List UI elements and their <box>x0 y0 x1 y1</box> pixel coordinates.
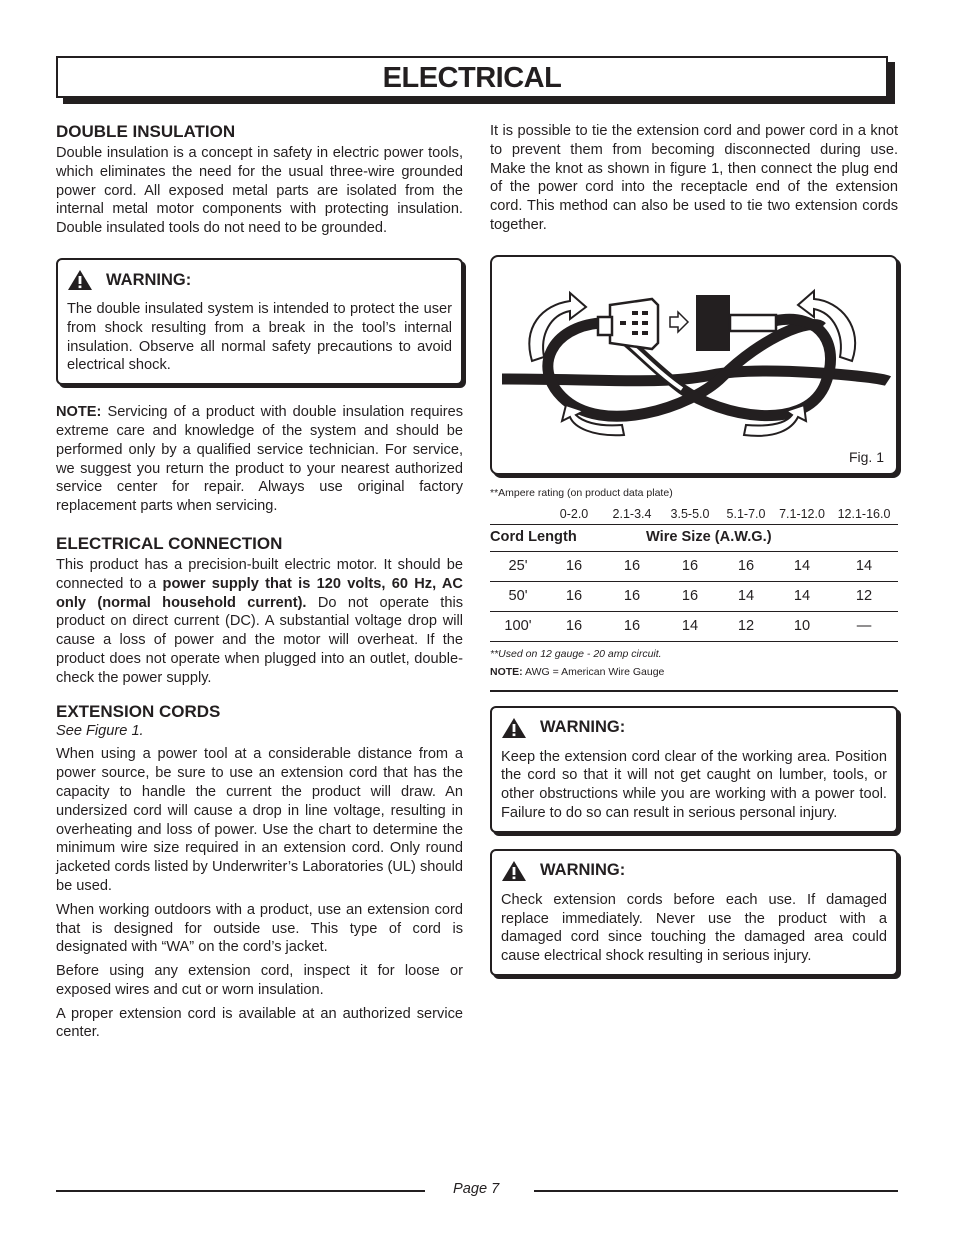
table-cell: 10 <box>774 611 830 641</box>
warning-box-check-cords <box>490 849 898 976</box>
wire-size-header: Wire Size (A.W.G.) <box>602 524 898 551</box>
double-insulation-heading: DOUBLE INSULATION <box>56 122 236 141</box>
cord-length-cell: 50' <box>490 581 546 611</box>
table-cell: — <box>830 611 898 641</box>
gauge-footnote: **Used on 12 gauge - 20 amp circuit. <box>490 647 662 660</box>
connection-text-start: This product has a precision-built electric motor. It should be connected to a <box>56 556 463 592</box>
amp-range: 2.1-3.4 <box>612 506 652 521</box>
connection-text-end: Do not operate this product on direct current (DC). A substantial voltage drop will cause a loss of power and the motor will overheat. If the product does not operate when plugged into an outlet, double-check the power supply. <box>56 594 463 686</box>
connection-text-bold: power supply that is 120 volts, 60 Hz, AC only (normal household current). <box>56 575 463 611</box>
table-cell: 14 <box>830 551 898 581</box>
table-cell: 12 <box>718 611 774 641</box>
electrical-connection-text <box>56 556 463 688</box>
table-header-row <box>490 524 898 551</box>
table-cell: 16 <box>602 581 662 611</box>
see-figure-ref: See Figure 1. <box>56 722 144 739</box>
table-cell: 14 <box>774 551 830 581</box>
warning-header <box>67 269 452 291</box>
table-row <box>490 551 898 581</box>
cord-length-cell: 100' <box>490 611 546 641</box>
table-cell: 16 <box>546 581 602 611</box>
left-column <box>56 122 463 1047</box>
cord-knot-illustration <box>492 257 896 469</box>
warning-label: WARNING: <box>540 861 626 880</box>
amp-range: 7.1-12.0 <box>779 506 825 521</box>
table-cell: 16 <box>602 611 662 641</box>
footer-rule-right <box>534 1190 898 1192</box>
table-row <box>490 611 898 641</box>
service-note <box>56 403 463 516</box>
amp-range: 0-2.0 <box>559 506 589 521</box>
table-cell: 16 <box>546 611 602 641</box>
extension-cord-table <box>490 505 898 642</box>
extension-cords-heading: EXTENSION CORDS <box>56 701 221 721</box>
table-cell: 14 <box>774 581 830 611</box>
figure-caption: Fig. 1 <box>848 448 884 465</box>
note-text: Servicing of a product with double insulation requires extreme care and knowledge of the system and should be performed only by a qualified service technician. For service, we suggest you return the product to your nearest authorized service center for repair. Always use original factory replacement parts when servicing. <box>56 404 463 515</box>
page-number: Page 7 <box>453 1181 500 1197</box>
extension-cords-p2: When working outdoors with a product, use an extension cord that is designed for outside use. This type of cord is designated with “WA” on the cord’s jacket. <box>56 901 463 956</box>
electrical-connection-heading: ELECTRICAL CONNECTION <box>56 533 283 553</box>
extension-cords-p3: Before using any extension cord, inspect it for loose or exposed wires and cut or worn insulation. <box>56 963 463 998</box>
amp-range: 12.1-16.0 <box>837 506 891 521</box>
awg-note <box>490 666 898 679</box>
awg-note-text: AWG = American Wire Gauge <box>522 665 665 678</box>
warning-header <box>501 860 887 882</box>
table-cell: 14 <box>718 581 774 611</box>
warning-header <box>501 717 887 739</box>
table-cell: 16 <box>546 551 602 581</box>
cord-length-cell: 25' <box>490 551 546 581</box>
amp-range-row <box>490 505 898 524</box>
table-cell: 12 <box>830 581 898 611</box>
cord-length-header: Cord Length <box>490 524 602 551</box>
awg-note-label: NOTE: <box>490 665 523 678</box>
knot-instructions: It is possible to tie the extension cord and power cord in a knot to prevent them from becoming disconnected during use. Make the knot as shown in figure 1, then connect the plug end of the power cord into the receptacle end of the extension cord. This method can also be used to tie two extension cords together. <box>490 123 898 233</box>
ampere-rating-note: **Ampere rating (on product data plate) <box>490 486 673 499</box>
warning-box-cord-clear <box>490 706 898 833</box>
warning-text: Check extension cords before each use. If damaged replace immediately. Never use the product with a damaged cord since touching the damaged area could cause electrical shock resulting in serious injury. <box>501 891 887 965</box>
page-title: ELECTRICAL <box>382 62 562 94</box>
table-row <box>490 581 898 611</box>
extension-cords-p1: When using a power tool at a considerable distance from a power source, be sure to use an extension cord that has the capacity to handle the current the product will draw. An undersized cord will cause a drop in line voltage, resulting in overheating and loss of power. Use the chart to determine the minimum wire size required in an extension cord. Only round jacketed cords listed by Underwriter’s Laboratories (UL) should be used. <box>56 746 463 894</box>
table-cell: 16 <box>662 581 718 611</box>
warning-triangle-icon <box>67 269 93 291</box>
table-cell: 16 <box>662 551 718 581</box>
footer-rule-left <box>56 1190 425 1192</box>
warning-text: Keep the extension cord clear of the working area. Position the cord so that it will not get caught on lumber, tools, or other obstructions while you are working with a power tool. Failure to do so can result in serious personal injury. <box>501 748 887 821</box>
warning-label: WARNING: <box>540 718 626 737</box>
warning-label: WARNING: <box>106 270 192 289</box>
right-column <box>490 122 898 994</box>
warning-box-insulation <box>56 258 463 385</box>
section-title-box <box>56 56 888 98</box>
double-insulation-text: Double insulation is a concept in safety in electric power tools, which eliminates the need for the usual three-wire grounded power cord. All exposed metal parts are isolated from the internal metal motor components with protecting insulation. Double insulated tools do not need to be grounded. <box>56 145 463 237</box>
warning-triangle-icon <box>501 717 527 739</box>
table-cell: 14 <box>662 611 718 641</box>
amp-range: 5.1-7.0 <box>726 506 766 521</box>
extension-cords-p4: A proper extension cord is available at an authorized service center. <box>56 1005 463 1041</box>
table-cell: 16 <box>602 551 662 581</box>
amp-range: 3.5-5.0 <box>670 506 710 521</box>
note-label: NOTE: <box>56 404 102 421</box>
table-cell: 16 <box>718 551 774 581</box>
figure-1-box <box>490 255 898 475</box>
warning-text: The double insulated system is intended to protect the user from shock resulting from a break in the tool’s internal insulation. Observe all normal safety precautions to avoid electrical shock. <box>67 300 452 374</box>
warning-triangle-icon <box>501 860 527 882</box>
wire-gauge-chart <box>490 487 898 692</box>
